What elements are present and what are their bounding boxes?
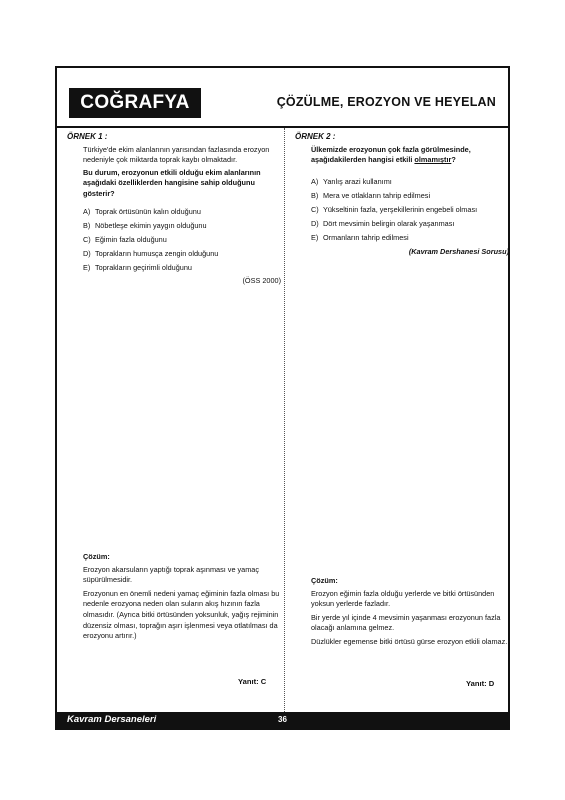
example-1-title: ÖRNEK 1 : <box>67 132 108 141</box>
option-a: A) Toprak örtüsünün kalın olduğunu <box>83 206 201 216</box>
option-e: E) Toprakların geçirimli olduğunu <box>83 262 192 272</box>
example-2-answer: Yanıt: D <box>466 679 495 688</box>
page-footer <box>57 712 508 728</box>
option-b: B) Nöbetleşe ekimin yaygın olduğunu <box>83 220 207 230</box>
subject-label: COĞRAFYA <box>69 88 201 118</box>
example-2 <box>295 132 509 257</box>
solution-paragraph: Erozyonun en önemli nedeni yamaç eğiminin fazla olması bu nedenle erozyona neden olan suların akış hızının fazla olmasıdır. (Ayrıca bitki örtüsünden yoksunluk, yağış rejiminin düzensiz olması, toprağın aşırı işlenmesi veya otlatılması da erozyonu artırır.) <box>83 588 280 641</box>
option-d: D) Dört mevsimin belirgin olarak yaşanması <box>311 218 455 228</box>
example-1 <box>67 132 281 287</box>
page-frame <box>55 66 510 730</box>
example-1-answer: Yanıt: C <box>238 677 267 686</box>
example-2-question: Ülkemizde erozyonun çok fazla görülmesinde, aşağıdakilerden hangisi etkili olmamıştır? <box>311 144 471 165</box>
solution-paragraph: Bir yerde yıl içinde 4 mevsimin yaşanması erozyonun fazla olacağı anlamına gelmez. <box>311 612 501 633</box>
example-1-options <box>83 207 281 274</box>
example-2-title: ÖRNEK 2 : <box>295 132 336 141</box>
option-c: C) Yükseltinin fazla, yerşekillerinin engebeli olması <box>311 204 478 214</box>
example-1-question: Bu durum, erozyonun etkili olduğu ekim alanlarının aşağıdaki özelliklerden hangisine sahip olduğunu gösterir? <box>83 167 261 198</box>
page-number: 36 <box>278 715 287 724</box>
solution-paragraph: Erozyon akarsuların yaptığı toprak aşınması ve yamaç süpürülmesidir. <box>83 564 260 585</box>
header-divider <box>57 126 508 128</box>
example-1-source: (ÖSS 2000) <box>242 276 281 286</box>
topic-title: ÇÖZÜLME, EROZYON VE HEYELAN <box>276 95 496 109</box>
option-c: C) Eğimin fazla olduğunu <box>83 234 167 244</box>
solution-paragraph: Düzlükler egemense bitki örtüsü gürse erozyon etkili olamaz. <box>311 636 508 646</box>
example-1-stem: Türkiye'de ekim alanlarının yarısından fazlasında erozyon nedeniyle çok miktarda toprak kaybı olmaktadır. <box>83 144 270 165</box>
column-divider <box>284 128 285 714</box>
publisher-name: Kavram Dersaneleri <box>67 714 157 725</box>
option-e: E) Ormanların tahrip edilmesi <box>311 232 409 242</box>
page-header <box>57 68 508 126</box>
example-2-solution <box>311 576 509 651</box>
solution-heading: Çözüm: <box>83 552 110 561</box>
solution-heading: Çözüm: <box>311 576 338 585</box>
option-b: B) Mera ve otlakların tahrip edilmesi <box>311 190 431 200</box>
solution-paragraph: Erozyon eğimin fazla olduğu yerlerde ve bitki örtüsünden yoksun yerlerde fazladır. <box>311 588 495 609</box>
example-2-options <box>311 177 509 244</box>
example-1-solution <box>83 552 281 645</box>
example-2-source: (Kavram Dershanesi Sorusu) <box>408 246 509 256</box>
option-d: D) Toprakların humusça zengin olduğunu <box>83 248 219 258</box>
option-a: A) Yanlış arazi kullanımı <box>311 176 392 186</box>
